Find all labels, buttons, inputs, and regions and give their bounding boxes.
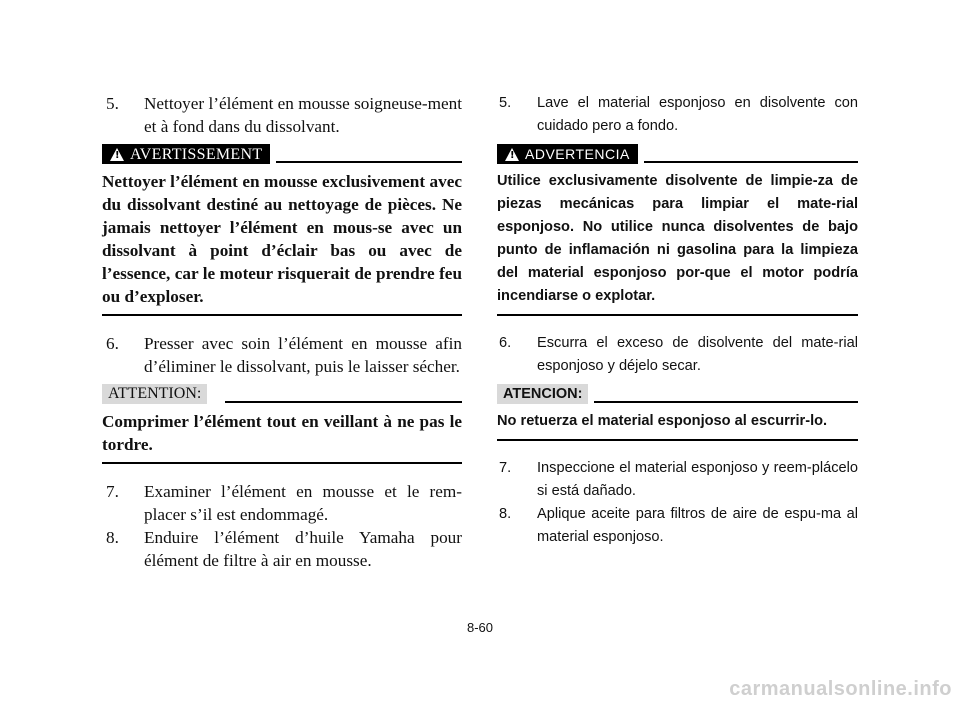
step-number: 6. (499, 335, 512, 351)
divider (497, 314, 858, 316)
step-8-fr (102, 526, 462, 572)
warning-label: AVERTISSEMENT (130, 145, 263, 163)
step-number: 5. (499, 95, 512, 111)
step-text: Examiner l’élément en mousse et le rem-placer s’il est endommagé. (144, 482, 462, 524)
spanish-column (497, 92, 858, 549)
divider (276, 161, 462, 163)
french-column (102, 92, 462, 572)
warning-header-fr (102, 142, 462, 164)
warning-badge (102, 144, 270, 164)
step-8-es (497, 503, 858, 549)
step-text: Escurra el exceso de disolvente del mate-rial esponjoso y déjelo secar. (537, 335, 858, 374)
step-number: 7. (499, 460, 512, 476)
watermark: carmanualsonline.info (729, 678, 952, 700)
divider (497, 439, 858, 441)
divider (102, 314, 462, 316)
step-text: Nettoyer l’élément en mousse soigneuse-ment et à fond dans du dissolvant. (144, 94, 462, 136)
divider (644, 161, 858, 163)
attention-badge: ATENCION: (497, 384, 588, 404)
divider (102, 462, 462, 464)
step-text: Inspeccione el material esponjoso y reem-plácelo si está dañado. (537, 460, 858, 499)
step-number: 8. (106, 528, 119, 547)
page-number: 8-60 (466, 620, 494, 635)
step-7-fr (102, 480, 462, 526)
attention-badge: ATTENTION: (102, 384, 207, 404)
attention-text-fr: Comprimer l’élément tout en veillant à ne pas le tordre. (102, 412, 462, 454)
step-5-es (497, 92, 858, 138)
step-text: Aplique aceite para filtros de aire de espu-ma al material esponjoso. (537, 506, 858, 545)
step-number: 7. (106, 482, 119, 501)
step-5-fr (102, 92, 462, 138)
attention-header-fr (102, 382, 462, 404)
step-7-es (497, 457, 858, 503)
step-text: Enduire l’élément d’huile Yamaha pour élément de filtre à air en mousse. (144, 528, 462, 570)
step-number: 8. (499, 506, 512, 522)
step-number: 6. (106, 334, 119, 353)
step-6-fr (102, 332, 462, 378)
warning-header-es (497, 142, 858, 164)
warning-text-es: Utilice exclusivamente disolvente de limpie-za de piezas mecánicas para limpiar el mate-rial esponjoso. No utilice nunca disolventes de bajo punto de inflamación ni gasolina para la limpieza del material esponjoso por-que el motor podría incendiarse o explotar. (497, 173, 858, 304)
step-6-es (497, 332, 858, 378)
warning-triangle-icon (505, 148, 519, 161)
warning-label: ADVERTENCIA (525, 145, 630, 162)
divider (225, 401, 462, 403)
warning-badge (497, 144, 638, 164)
divider (594, 401, 858, 403)
attention-header-es (497, 382, 858, 404)
step-text: Presser avec soin l’élément en mousse afin d’éliminer le dissolvant, puis le laisser sécher. (144, 334, 462, 376)
attention-text-es: No retuerza el material esponjoso al escurrir-lo. (497, 413, 828, 429)
warning-text-fr: Nettoyer l’élément en mousse exclusivement avec du dissolvant destiné au nettoyage de pièces. Ne jamais nettoyer l’élément en mous-se avec un dissolvant à point d’éclair bas ou avec de l’essence, car le moteur risquerait de prendre feu ou d’exploser. (102, 172, 462, 306)
step-text: Lave el material esponjoso en disolvente con cuidado pero a fondo. (537, 95, 858, 134)
step-number: 5. (106, 94, 119, 113)
warning-triangle-icon (110, 148, 124, 161)
